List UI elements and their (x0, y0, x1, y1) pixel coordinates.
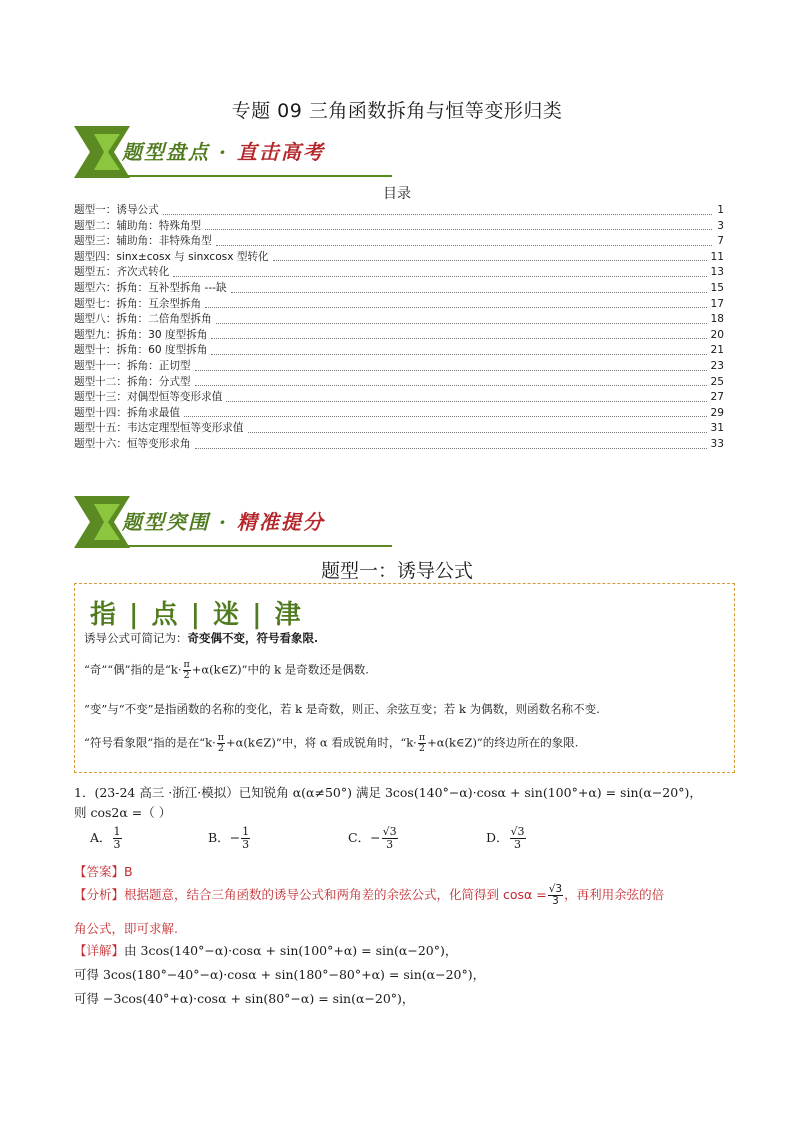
question-stem: 1．(23-24 高三 ·浙江·模拟）已知锐角 α(α≠50°) 满足 3cos(140°−α)·cosα + sin(100°+α) = sin(α−20°)， (74, 785, 702, 800)
toc-entry-label: 题型三：辅助角：非特殊角型 (74, 235, 212, 248)
toc-leader-dots (226, 401, 706, 402)
toc-leader-dots (231, 292, 707, 293)
banner-text-right: 直击高考 (236, 140, 325, 164)
tips-heading: 指 | 点 | 迷 | 津 (90, 600, 303, 630)
toc-entry-page: 3 (717, 219, 724, 232)
toc-leader-dots (163, 214, 712, 215)
toc-leader-dots (216, 245, 712, 246)
toc-entry-page: 15 (710, 281, 724, 294)
toc-entry[interactable] (74, 437, 724, 453)
toc-entry-label: 题型十四：拆角求最值 (74, 406, 180, 419)
toc-entry[interactable] (74, 406, 724, 422)
toc-entry[interactable] (74, 265, 724, 281)
toc-entry[interactable] (74, 375, 724, 391)
toc-entry[interactable] (74, 234, 724, 250)
toc-entry[interactable] (74, 328, 724, 344)
toc-entry-page: 23 (710, 359, 724, 372)
toc-leader-dots (273, 260, 707, 261)
toc-leader-dots (184, 416, 707, 417)
toc-entry[interactable] (74, 359, 724, 375)
toc-entry-page: 7 (717, 235, 724, 248)
toc-leader-dots (205, 229, 712, 230)
toc-entry-page: 20 (710, 328, 724, 341)
analysis-line-1: 【分析】根据题意，结合三角函数的诱导公式和两角差的余弦公式，化简得到 cosα = $\frac{√3}{3}$ ，再利用余弦的倍 (74, 883, 665, 907)
answer-line: 【答案】B (74, 864, 133, 879)
toc-entry-page: 33 (710, 437, 724, 450)
toc-entry-label: 题型七：拆角：互余型拆角 (74, 297, 202, 310)
document-title: 专题 09 三角函数拆角与恒等变形归类 (231, 100, 563, 122)
banner-text-right: 精准提分 (236, 510, 325, 534)
toc-entry-page: 18 (710, 313, 724, 326)
toc-entry-label: 题型十六：恒等变形求角 (74, 437, 191, 450)
toc-entry[interactable] (74, 421, 724, 437)
banner-text-left: 题型突围 (122, 510, 210, 534)
toc-entry[interactable] (74, 250, 724, 266)
toc-entry-page: 31 (710, 422, 724, 435)
toc-entry-label: 题型二：辅助角：特殊角型 (74, 219, 202, 232)
toc-leader-dots (211, 338, 706, 339)
toc-entry[interactable] (74, 219, 724, 235)
toc-entry-page: 13 (710, 266, 724, 279)
section-banner-overview (74, 126, 394, 180)
toc-entry-label: 题型十二：拆角：分式型 (74, 375, 191, 388)
toc-leader-dots (195, 385, 707, 386)
toc-entry-label: 题型五：齐次式转化 (74, 266, 170, 279)
toc-entry-label: 题型十：拆角：60 度型拆角 (74, 344, 208, 357)
toc-entry[interactable] (74, 281, 724, 297)
toc-entry-page: 29 (710, 406, 724, 419)
detail-line-2: 可得 3cos(180°−40°−α)·cosα + sin(180°−80°+α) = sin(α−20°)， (74, 967, 486, 982)
option-a[interactable]: A． $\frac{1}{3}$ (90, 825, 121, 851)
toc-leader-dots (211, 354, 706, 355)
banner-dot: · (218, 140, 228, 164)
banner-text-left: 题型盘点 (122, 140, 210, 164)
detail-line-1: 【详解】由 3cos(140°−α)·cosα + sin(100°+α) = sin(α−20°)， (74, 943, 458, 958)
tip-line-3: “变”与“不变”是指函数的名称的变化，若 k 是奇数，则正、余弦互变；若 k 为偶数，则函数名称不变. (84, 702, 600, 716)
toc-entry[interactable] (74, 343, 724, 359)
toc-entry-label: 题型十五：韦达定理型恒等变形求值 (74, 422, 244, 435)
toc-leader-dots (173, 276, 706, 277)
toc-heading: 目录 (383, 186, 411, 202)
tip-line-4: “符号看象限”指的是在“k· $\frac{\pi}{2}$ +α(k∈Z)”中，将 α 看成锐角时，“k· $\frac{\pi}{2}$ +α(k∈Z)”的终边所在的象限. (84, 732, 579, 754)
toc-entry-label: 题型六：拆角：互补型拆角 ---缺 (74, 281, 227, 294)
toc-entry-label: 题型八：拆角：二倍角型拆角 (74, 313, 212, 326)
toc-entry-page: 25 (710, 375, 724, 388)
option-c[interactable]: C．− $\frac{√3}{3}$ (348, 825, 397, 851)
toc-entry-page: 1 (717, 204, 724, 216)
toc-entry[interactable] (74, 203, 724, 219)
toc-entry-page: 17 (710, 297, 724, 310)
detail-line-3: 可得 −3cos(40°+α)·cosα + sin(80°−α) = sin(α−20°)， (74, 991, 415, 1006)
section-banner-breakthrough (74, 496, 394, 550)
toc-entry-label: 题型九：拆角：30 度型拆角 (74, 328, 208, 341)
option-b[interactable]: B．− $\frac{1}{3}$ (208, 825, 250, 851)
toc-leader-dots (195, 370, 707, 371)
toc-entry-page: 11 (710, 250, 724, 263)
analysis-line-2: 角公式，即可求解. (74, 921, 178, 936)
banner-dot: · (218, 510, 228, 534)
toc-entry[interactable] (74, 390, 724, 406)
toc-entry-page: 27 (710, 391, 724, 404)
toc-entry-page: 21 (710, 344, 724, 357)
toc-leader-dots (216, 323, 707, 324)
table-of-contents (74, 203, 724, 453)
toc-entry-label: 题型一：诱导公式 (74, 204, 159, 216)
section-title: 题型一：诱导公式 (320, 560, 473, 582)
toc-leader-dots (205, 307, 706, 308)
toc-entry-label: 题型十一：拆角：正切型 (74, 359, 191, 372)
question-stem-cont: 则 cos2α =（ ） (74, 805, 172, 820)
toc-entry-label: 题型十三：对偶型恒等变形求值 (74, 391, 223, 404)
tip-line-1: 诱导公式可简记为：奇变偶不变，符号看象限. (84, 631, 319, 645)
tip-line-2: “奇”“偶”指的是“k· $\frac{\pi}{2}$ +α(k∈Z)”中的 k 是奇数还是偶数. (84, 659, 369, 681)
toc-entry[interactable] (74, 312, 724, 328)
option-d[interactable]: D． $\frac{√3}{3}$ (486, 825, 525, 851)
toc-leader-dots (195, 448, 707, 449)
toc-leader-dots (248, 432, 707, 433)
toc-entry-label: 题型四：sinx±cosx 与 sinxcosx 型转化 (74, 250, 269, 263)
toc-entry[interactable] (74, 297, 724, 313)
